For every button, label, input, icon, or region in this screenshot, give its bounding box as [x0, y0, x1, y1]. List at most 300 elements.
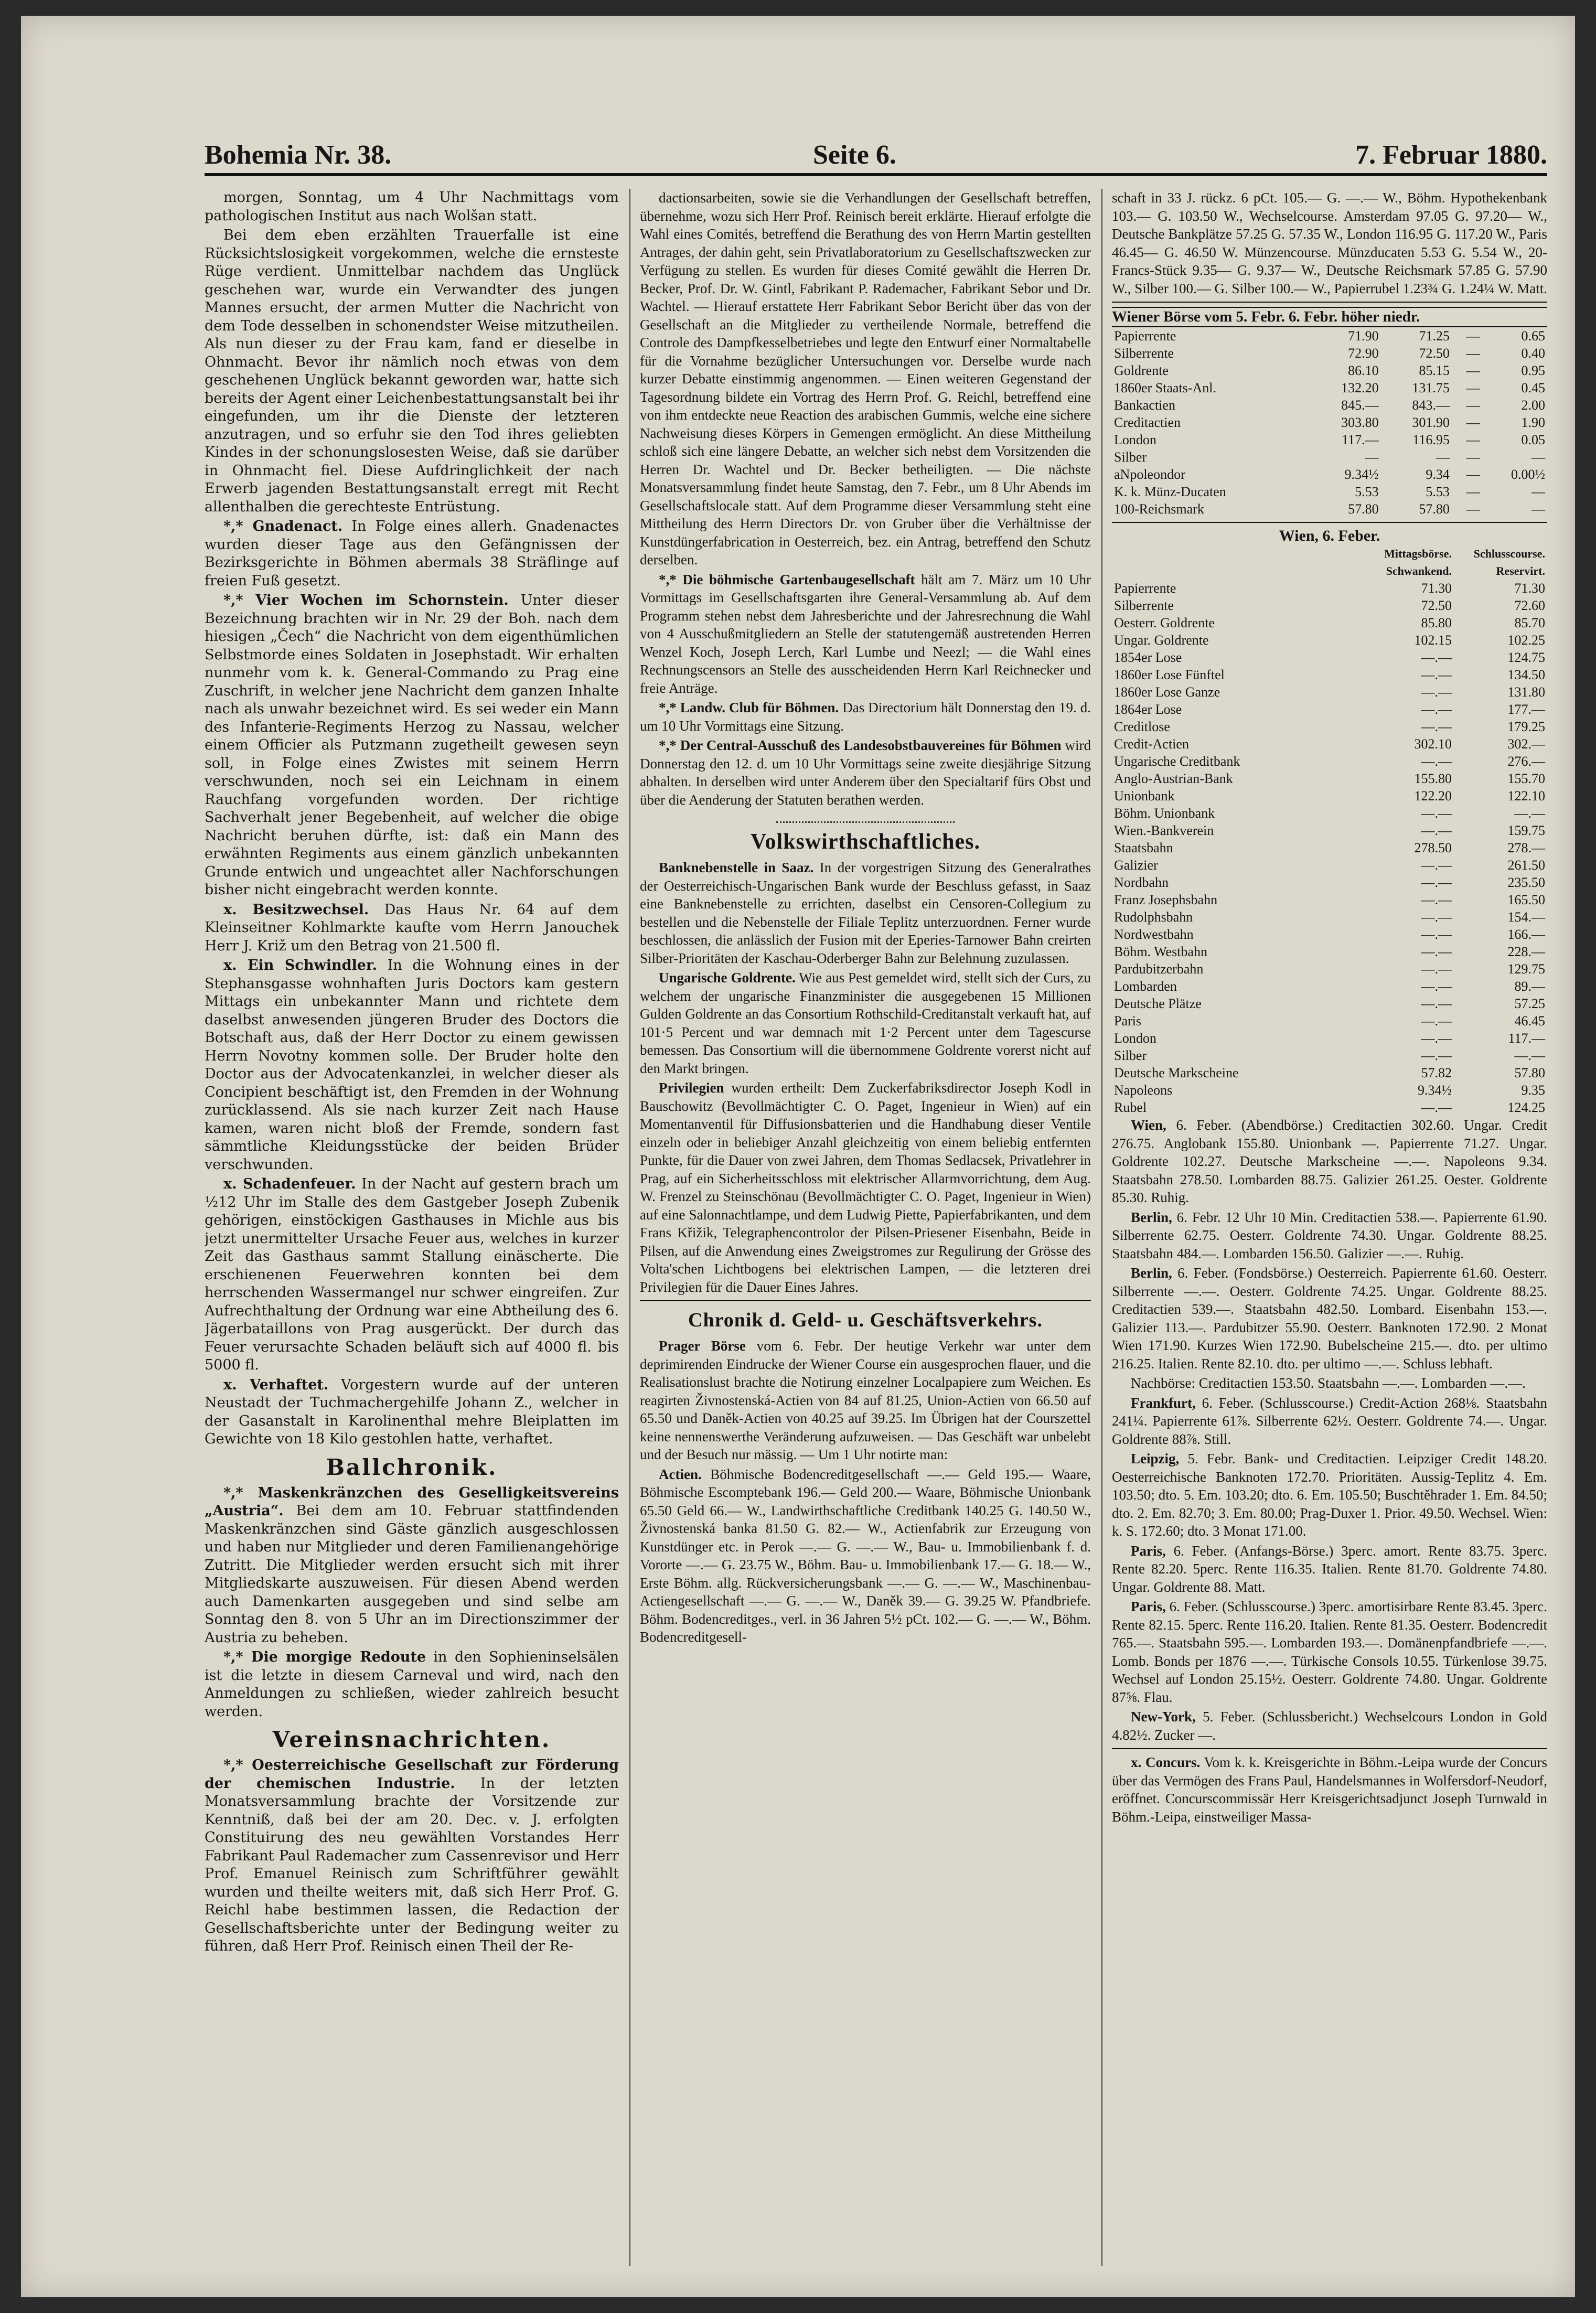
quote-name: Böhm. Unionbank — [1114, 806, 1215, 821]
quote-value: 302.10 — [1414, 736, 1452, 752]
quote-value: 155.80 — [1414, 771, 1452, 786]
article-paragraph — [205, 901, 619, 956]
article-lead: x. Besitzwechsel. — [223, 901, 369, 918]
column-divider — [1101, 189, 1102, 2266]
column-3 — [1112, 189, 1547, 2266]
article-text: 6. Feber. (Schlusscourse.) Credit-Action 268⅛. Staatsbahn 241¼. Papierrente 61⅞. Silberrente 62½. Oesterr. Goldrente 74.—. Ungar. Goldrente 88⅞. Still. — [1112, 1395, 1547, 1447]
article-paragraph — [1112, 1708, 1547, 1744]
quote-name: Ungarische Creditbank — [1114, 754, 1240, 769]
quote-value: 85.80 — [1421, 615, 1452, 630]
article-text: Wie aus Pest gemeldet wird, stellt sich der Curs, zu welchem der ungarische Finanzminister die ausgegebenen 15 Millionen Gulden Goldrente an das Consortium Rothschild-Creditanstalt verkauft hat, auf 101·5 Percent und war demnach mit 1·2 Percent unter dem Tagescurse bemessen. Das Consortium will die übernommene Goldrente vorerst nicht auf den Markt bringen. — [640, 970, 1091, 1076]
quote-name: Creditlose — [1114, 719, 1170, 734]
header-rule — [205, 173, 1547, 176]
article-paragraph — [640, 699, 1091, 735]
quote-row — [1112, 735, 1547, 753]
quote-row — [1112, 580, 1547, 597]
quote-row — [1112, 614, 1547, 631]
money-market-news — [640, 1337, 1091, 1646]
quote-value: 154.— — [1507, 909, 1545, 925]
quote-value: 278.— — [1507, 840, 1545, 855]
article-paragraph — [1112, 1374, 1547, 1393]
article-lead: x. Schadenfeuer. — [223, 1176, 356, 1192]
quote-name: 1854er Lose — [1114, 650, 1182, 665]
quote-value: — — [1531, 449, 1545, 465]
quote-value: — — [1531, 501, 1545, 517]
quote-row — [1112, 666, 1547, 683]
quote-name: Creditactien — [1114, 414, 1181, 430]
quote-value: 134.50 — [1507, 667, 1545, 682]
column-divider — [629, 189, 630, 2266]
concurs-notice: x. Concurs. Vom k. k. Kreisgerichte in Böhm.-Leipa wurde der Concurs über das Vermögen des Frans Paul, Handelsmannes in Wolfersdorf-Neudorf, eröffnet. Concurscommissär Herr Kreisgerichtsadjunct Joseph Turnwald in Böhm.-Leipa, einstweiliger Massa- — [1112, 1754, 1547, 1825]
quote-name: Ungar. Goldrente — [1114, 633, 1209, 648]
market-reports — [1112, 1116, 1547, 1744]
quote-value: — — [1466, 328, 1480, 344]
article-paragraph — [205, 518, 619, 590]
quote-row — [1112, 414, 1547, 431]
article-paragraph — [1112, 1208, 1547, 1263]
article-lead: *,* Vier Wochen im Schornstein. — [223, 592, 509, 608]
article-text: 5. Feber. (Schlussbericht.) Wechselcours London in Gold 4.82½. Zucker —. — [1112, 1709, 1547, 1743]
article-text: Nachbörse: Creditactien 153.50. Staatsbahn —.—. Lombarden —.—. — [1131, 1375, 1526, 1391]
quote-row — [1112, 327, 1547, 345]
quote-value: 9.34½ — [1344, 466, 1379, 482]
quote-row — [1112, 1099, 1547, 1116]
article-paragraph — [205, 189, 619, 225]
ball-news — [205, 1484, 619, 1721]
quote-row — [1112, 483, 1547, 500]
quote-name: London — [1114, 1031, 1156, 1046]
column-1 — [205, 189, 619, 2266]
quote-value: 124.25 — [1507, 1100, 1545, 1115]
quote-value: 122.20 — [1414, 788, 1452, 804]
quote-value: — — [1365, 449, 1379, 465]
quote-name: Lombarden — [1114, 979, 1177, 994]
article-paragraph — [640, 571, 1091, 698]
quote-row — [1112, 1064, 1547, 1081]
section-heading-ballchronik: Ballchronik. — [326, 1454, 498, 1480]
quote-row — [1112, 805, 1547, 822]
quote-name: 1860er Lose Ganze — [1114, 684, 1220, 700]
quote-row — [1112, 1012, 1547, 1030]
quote-value: —.— — [1514, 806, 1545, 821]
quote-name: Silberrente — [1114, 345, 1174, 361]
article-text: Unter dieser Bezeichnung brachten wir in Nr. 29 der Boh. nach dem hiesigen „Čech“ die Nachricht von dem eigenthümlichen Selbstmorde eines Soldaten in Josephstadt. Wir erhalten nunmehr vom k. k. General-Commando zu Prag eine Zuschrift, in welcher jene Nachricht dem ganzen Inhalte nach als unwahr bezeichnet wird. Es sei weder ein Mann des Infanterie-Regiments Herzog zu Nassau, welcher einem Officier als Putzmann zugetheilt gewesen seyn soll, in Folge eines Zwistes mit seinem Herrn verschwunden, noch sei ein Leichnam in einem Rauchfang vorgefunden worden. Der richtige Sachverhalt jener Begebenheit, auf welcher die obige Nachricht beruhen dürfte, ist: daß ein Mann des erwähnten Regiments aus einem gänzlich unbekannten Grunde entwich und ungeachtet aller Nachforschungen bisher nicht eingebracht werden konnte. — [205, 592, 619, 898]
quote-value: — — [1436, 449, 1450, 465]
quote-name: Deutsche Markscheine — [1114, 1065, 1239, 1080]
article-text: Böhmische Bodencreditgesellschaft —.— Geld 195.— Waare, Böhmische Escomptebank 196.— Geld 200.— Waare, Böhmische Unionbank 65.50 Geld 66.— W., Landwirthschaftliche Creditbank 140.25 G. 140.50 W., Živnostenská banka 81.50 G. 82.— W., Actienfabrik zur Erzeugung von Kunstdünger etc. in Perok —.— G. —.— W., Bau- u. Immobilienbank f. d. Vororte —.— G. 23.75 W., Böhm. Bau- u. Immobilienbank 17.— G. 18.— W., Erste Böhm. allg. Rückversicherungsbank —.— G. —.— W., Maschinenbau-Actiengesellschaft —.— G. —.— W., Daněk 39.— G. 39.25 W. Pfandbriefe. Böhm. Bodencreditges., verl. in 36 Jahren 5½ pCt. 102.— G. —.— W., Böhm. Bodencreditgesell- — [640, 1466, 1091, 1645]
quote-value: 0.45 — [1521, 380, 1545, 395]
quote-row — [1112, 874, 1547, 891]
quote-value: —.— — [1421, 684, 1452, 700]
article-text: Bei dem am 10. Februar stattfindenden Maskenkränzchen sind Gäste gänzlich ausgeschlossen und haben nur Mitglieder und deren Familienangehörige Zutritt. Die Mitglieder werden ersucht sich mit ihrer Mitgliedskarte auszuweisen. Für diesen Abend werden auch Damenkarten ausgegeben und sind selbe am Sonntag den 8. von 5 Uhr an im Directionszimmer der Austria zu beheben. — [205, 1503, 619, 1646]
article-paragraph — [640, 859, 1091, 967]
quote-name: Rubel — [1114, 1100, 1147, 1115]
quote-name: London — [1114, 432, 1156, 447]
quote-value: 86.10 — [1348, 362, 1379, 378]
quote-name: Wien.-Bankverein — [1114, 823, 1214, 838]
quote-value: — — [1466, 432, 1480, 447]
section-rule — [1112, 302, 1547, 303]
quote-value: 72.90 — [1348, 345, 1379, 361]
quote-name: 1860er Lose Fünftel — [1114, 667, 1225, 682]
quote-name: Deutsche Plätze — [1114, 996, 1202, 1011]
article-lead: *,* Landw. Club für Böhmen. — [659, 700, 839, 715]
quote-value: —.— — [1421, 944, 1452, 959]
quote-value: 177.— — [1507, 702, 1545, 717]
article-lead: x. Verhaftet. — [223, 1376, 329, 1393]
article-paragraph — [205, 1175, 619, 1375]
article-lead: Paris, — [1131, 1543, 1166, 1559]
wiener-boerse-table — [1112, 327, 1547, 518]
article-lead: *,* Gnadenact. — [223, 518, 343, 534]
article-paragraph — [1112, 1394, 1547, 1449]
section-heading-vereinsnachrichten: Vereinsnachrichten. — [272, 1727, 551, 1752]
quote-name: Nordwestbahn — [1114, 927, 1194, 942]
quote-row — [1112, 649, 1547, 666]
quote-value: 129.75 — [1507, 961, 1545, 977]
quote-value: 278.50 — [1414, 840, 1452, 855]
article-text: morgen, Sonntag, um 4 Uhr Nachmittags vom pathologischen Institut aus nach Wolšan statt. — [205, 189, 619, 224]
quote-name: Unionbank — [1114, 788, 1175, 804]
quote-value: 9.34 — [1426, 466, 1450, 482]
quote-name: Silberrente — [1114, 598, 1174, 613]
article-paragraph — [205, 1757, 619, 1956]
quote-value: —.— — [1421, 650, 1452, 665]
quote-row — [1112, 839, 1547, 856]
quote-value: —.— — [1421, 1100, 1452, 1115]
article-text: wird Donnerstag den 12. d. um 10 Uhr Vormittags seine zweite diesjährige Sitzung abhalten. In derselben wird unter Anderem über den Specialtarif fürs Obst und über die Aenderung der Statuten berathen werden. — [640, 737, 1091, 808]
article-text: vom 6. Febr. Der heutige Verkehr war unter dem deprimirenden Eindrucke der Wiener Course ein ausgesprochen flauer, und die Realisationslust brachte die Notirung einzelner Localpapiere zum Weichen. Es reagirten Živnostenská-Actien von 84 auf 81.25, Union-Actien von 66.50 auf 65.50 und Daněk-Actien von 40.25 auf 39.25. Im Übrigen hat der Courszettel keine nennenswerthe Veränderung aufzuweisen. — Das Geschäft war unbelebt und der Besuch nur mässig. — Um 1 Uhr notirte man: — [640, 1338, 1091, 1462]
quote-row — [1112, 631, 1547, 649]
quote-row — [1112, 908, 1547, 926]
article-lead: Paris, — [1131, 1599, 1166, 1614]
article-paragraph — [205, 227, 619, 516]
quote-value: 0.65 — [1521, 328, 1545, 344]
quote-row — [1112, 448, 1547, 466]
quote-value: 89.— — [1514, 979, 1545, 994]
quote-name: 100-Reichsmark — [1114, 501, 1204, 517]
article-lead: *,* Die böhmische Gartenbaugesellschaft — [659, 571, 915, 587]
quote-value: — — [1466, 345, 1480, 361]
article-lead: Leipzig, — [1131, 1451, 1180, 1466]
quote-value: 85.70 — [1514, 615, 1545, 630]
quote-value: 57.25 — [1514, 996, 1545, 1011]
page-number: Seite 6. — [813, 140, 896, 170]
quote-name: 1860er Staats-Anl. — [1114, 380, 1216, 395]
quote-row — [1112, 466, 1547, 483]
quote-name: Franz Josephsbahn — [1114, 892, 1218, 907]
article-paragraph — [205, 592, 619, 899]
article-lead: *,* Der Central-Ausschuß des Landesobstbauvereines für Böhmen — [659, 737, 1062, 753]
article-paragraph — [640, 736, 1091, 809]
section-rule — [640, 1300, 1091, 1301]
quote-value: 57.80 — [1419, 501, 1450, 517]
quote-name: Rudolphsbahn — [1114, 909, 1193, 925]
quote-row — [1112, 856, 1547, 874]
article-text: hält am 7. März um 10 Uhr Vormittags im Gesellschaftsgarten ihre General-Versammlung ab. Auf dem Programm stehen nebst dem Jahresberichte und der Jahresrechnung die Wahl von 4 Ausschußmitgliedern an Stelle der statutengemäß austretenden Herren Wenzel Koch, Joseph Lerch, Karl Lumbe und Neezl; — die Wahl eines Rechnungscensors an Stelle des ausscheidenden Herrn Karl Reichnecker und freie Anträge. — [640, 571, 1091, 696]
quote-row — [1112, 362, 1547, 379]
issue-date: 7. Februar 1880. — [1355, 140, 1547, 170]
quote-value: 261.50 — [1507, 858, 1545, 873]
quote-value: 124.75 — [1507, 650, 1545, 665]
quote-value: 46.45 — [1514, 1013, 1545, 1029]
quote-value: —.— — [1421, 996, 1452, 1011]
quote-value: 131.80 — [1507, 684, 1545, 700]
article-paragraph — [205, 1484, 619, 1647]
quote-value: 9.34½ — [1418, 1083, 1452, 1098]
article-lead: Frankfurt, — [1131, 1395, 1196, 1411]
quote-name: aNpoleondor — [1114, 466, 1185, 482]
quote-value: 0.05 — [1521, 432, 1545, 447]
article-paragraph — [1112, 1542, 1547, 1597]
article-lead: Privilegien — [659, 1080, 724, 1096]
section-rule — [1112, 1748, 1547, 1749]
article-text: Vorgestern wurde auf der unteren Neustadt der Tuchmachergehilfe Johann Z., welcher in der Gasanstalt in Karolinenthal mehre Bleiplatten im Gewichte von 18 Kilo gestohlen hatte, verhaftet. — [205, 1376, 619, 1447]
quote-row — [1112, 926, 1547, 943]
quote-row — [1112, 822, 1547, 839]
quote-value: —.— — [1421, 858, 1452, 873]
article-paragraph — [205, 1648, 619, 1721]
quote-value: —.— — [1421, 961, 1452, 977]
quote-name: Staatsbahn — [1114, 840, 1173, 855]
newspaper-page — [21, 16, 1575, 2297]
article-text: 6. Feber. (Fondsbörse.) Oesterreich. Papierrente 61.60. Oesterr. Silberrente —.—. Oesterr. Goldrente 74.25. Ungar. Goldrente 88.25. Creditactien 539.—. Staatsbahn 482.50. Lombard. Eisenbahn 153.—. Galizier 113.—. Pardubitzer 55.90. Oesterr. Banknoten 172.90. 2 Monat Wien 171.90. Kurzes Wien 172.90. Bubelscheine 215.—. dto. per ultimo 216.25. Italien. Rente 82.10. dto. per ultimo —.—. Schluss lebhaft. — [1112, 1265, 1547, 1372]
quote-value: 57.80 — [1348, 501, 1379, 517]
article-lead: Prager Börse — [659, 1338, 746, 1354]
quote-value: 235.50 — [1507, 875, 1545, 890]
quote-name: Credit-Actien — [1114, 736, 1189, 752]
article-text: 6. Feber. (Abendbörse.) Creditactien 302.60. Ungar. Credit 276.75. Anglobank 155.80. Unionbank —. Papierrente 71.27. Ungar. Goldrente 102.27. Deutsche Markscheine —.—. Napoleons 9.34. Staatsbahn 278.50. Lombarden 88.75. Galizier 261.25. Oester. Goldrente 85.30. Ruhig. — [1112, 1117, 1547, 1205]
quote-value: —.— — [1421, 1031, 1452, 1046]
wien-title: Wien, 6. Feber. — [1279, 527, 1380, 544]
quote-value: 179.25 — [1507, 719, 1545, 734]
quote-value: 1.90 — [1521, 414, 1545, 430]
quote-value: —.— — [1421, 823, 1452, 838]
col-schlusscourse: Schlusscourse. Reservirt. — [1473, 547, 1545, 577]
article-paragraph — [1112, 1450, 1547, 1540]
quote-value: 72.50 — [1419, 345, 1450, 361]
quote-name: Goldrente — [1114, 362, 1169, 378]
quote-row — [1112, 683, 1547, 701]
club-news — [205, 1757, 619, 1956]
article-lead: Berlin, — [1131, 1209, 1172, 1225]
quote-row — [1112, 345, 1547, 362]
quote-value: 845.— — [1341, 397, 1379, 413]
quote-value: 159.75 — [1507, 823, 1545, 838]
section-heading-volkswirthschaftliches: Volkswirthschaftliches. — [751, 830, 980, 854]
quote-value: 122.10 — [1507, 788, 1545, 804]
article-text: In die Wohnung eines in der Stephansgasse wohnhaften Juris Doctors kam gestern Mittags ein unbekannter Mann und richtete dem daselbst anwesenden jüngeren Bruder des Doctors die Botschaft aus, daß der Herr Doctor zu einem gewissen Herrn Novotny kommen solle. Der Bruder holte den Doctor aus der Advocatenkanzlei, in welcher dieser als Concipient beschäftigt ist, den Fremden in der Wohnung zurücklassend. Als sie nach kurzer Zeit nach Hause kamen, waren nicht bloß der Fremde, sondern fast sämmtliche Kleidungsstücke der beiden Brüder verschwunden. — [205, 957, 619, 1173]
quote-value: — — [1466, 466, 1480, 482]
quote-name: Böhm. Westbahn — [1114, 944, 1207, 959]
quote-value: 155.70 — [1507, 771, 1545, 786]
quote-value: —.— — [1421, 927, 1452, 942]
quote-row — [1112, 500, 1547, 518]
quote-value: —.— — [1421, 806, 1452, 821]
quote-value: 301.90 — [1412, 414, 1450, 430]
quote-value: —.— — [1421, 979, 1452, 994]
quote-value: 116.95 — [1412, 432, 1450, 447]
quote-value: 843.— — [1412, 397, 1450, 413]
article-text: 6. Feber. (Anfangs-Börse.) 3perc. amort. Rente 83.75. 3perc. Rente 82.20. 5perc. Rente 116.35. Italien. Rente 81.70. Goldrente 74.80. Ungar. Goldrente 88. Matt. — [1112, 1543, 1547, 1595]
quote-value: — — [1531, 484, 1545, 499]
quote-value: 117.— — [1342, 432, 1379, 447]
quote-value: 302.— — [1507, 736, 1545, 752]
quote-name: Galizier — [1114, 858, 1158, 873]
quote-row — [1112, 770, 1547, 787]
quote-name: Napoleons — [1114, 1083, 1173, 1098]
local-news — [205, 189, 619, 1449]
quote-value: —.— — [1421, 719, 1452, 734]
quote-row — [1112, 787, 1547, 805]
quote-value: 57.82 — [1421, 1065, 1452, 1080]
quote-value: 165.50 — [1507, 892, 1545, 907]
quote-value: —.— — [1421, 702, 1452, 717]
section-rule — [1112, 522, 1547, 523]
quote-value: —.— — [1421, 1048, 1452, 1063]
quote-name: Nordbahn — [1114, 875, 1169, 890]
wien-table — [1112, 545, 1547, 1116]
quote-value: 132.20 — [1341, 380, 1379, 395]
quote-name: Paris — [1114, 1013, 1141, 1029]
article-text: wurden ertheilt: Dem Zuckerfabriksdirector Joseph Kodl in Bauschowitz (Bevollmächtigter C. O. Paget, Ingenieur in Wien) auf ein Momentanventil für Diffusionsbatterien und die Handhabung dieser Ventile einzeln oder in beliebiger Anzahl gleichzeitig von einem beliebig entfernten Punkte, für die Dauer von zwei Jahren, dem Thomas Sedlacsek, Privatlehrer in Prag, auf ein Sicherheitsschloss mit elektrischer Allarmvorrichtung, dem Aug. W. Frenzel zu Steinschönau (Bevollmächtigter C. O. Paget, Ingenieur in Wien) auf eine Salonnachtlampe, und dem Ludwig Piette, Papierfabrikanten, und dem Frans Křižik, Telegraphencontrolor der Pilsen-Priesener Eisenbahn, Beide in Pilsen, auf die Anwendung eines Zweigstromes zur Regulirung der Grösse des Volta'schen Lichtbogens bei elektrischen Lampen, — die letzteren drei Privilegien für die Dauer Eines Jahres. — [640, 1080, 1091, 1295]
article-paragraph — [1112, 1116, 1547, 1207]
quote-row — [1112, 1030, 1547, 1047]
quote-name: Anglo-Austrian-Bank — [1114, 771, 1233, 786]
exchange-quotes-cont: schaft in 33 J. rückz. 6 pCt. 105.— G. —.— W., Böhm. Hypothekenbank 103.— G. 103.50 W., Wechselcourse. Amsterdam 97.05 G. 97.20— W., Deutsche Bankplätze 57.25 G. 57.35 W., London 116.95 G. 117.20 W., Paris 46.45— G. 46.50 W. Münzencourse. Münzducaten 5.53 G. 5.54 W., 20-Francs-Stück 9.35— G. 9.37— W., Deutsche Reichsmark 57.85 G. 57.90 W., Silber 100.— G. Silber 100.— W., Papierrubel 1.23¾ G. 1.24¼ W. Matt. — [1112, 190, 1547, 296]
article-paragraph — [205, 957, 619, 1174]
article-paragraph — [640, 1337, 1091, 1464]
article-paragraph — [640, 1465, 1091, 1646]
quote-row — [1112, 753, 1547, 770]
quote-value: 2.00 — [1521, 397, 1545, 413]
article-lead: Wien, — [1131, 1117, 1166, 1133]
quote-row — [1112, 701, 1547, 718]
quote-row — [1112, 943, 1547, 960]
article-paragraph — [1112, 1598, 1547, 1706]
article-text: In der letzten Monatsversammlung brachte der Vorsitzende zur Kenntniß, daß bei der am 20. Dec. v. J. erfolgten Constituirung des neu gewählten Vorstandes Herr Fabrikant Paul Rademacher zum Cassenrevisor und Herr Prof. Emanuel Reinisch zum Schriftführer gewählt wurden und theilte weiters mit, daß sich Herr Prof. G. Reichl habe bestimmen lassen, die Redaction der Gesellschaftsberichte unter der Bedingung weiter zu führen, daß Herr Prof. Reinisch einen Theil der Re- — [205, 1775, 619, 1954]
quote-value: —.— — [1421, 667, 1452, 682]
article-paragraph — [640, 969, 1091, 1077]
quote-row — [1112, 1047, 1547, 1064]
quote-value: 0.00½ — [1511, 466, 1545, 482]
quote-name: Papierrente — [1114, 328, 1176, 344]
quote-value: 102.15 — [1414, 633, 1452, 648]
article-text: In der Nacht auf gestern brach um ½12 Uhr im Stalle des dem Gastgeber Joseph Zubenik gehörigen, einstöckigen Gasthauses in Michle aus bis jetzt unermittelter Ursache Feuer aus, welches in kurzer Zeit das Gasthaus sammt Stallung einäscherte. Die erschienenen Feuerwehren konnten bei dem herrschenden Wassermangel nur schwer eingreifen. Zur Aufrechthaltung der Ordnung war eine Abtheilung des 6. Jägerbataillons von Prag ausgerückt. Der durch das Feuer verursachte Schaden beläuft sich auf 4000 fl. bis 5000 fl. — [205, 1176, 619, 1373]
quote-value: —.— — [1421, 892, 1452, 907]
quote-value: —.— — [1421, 909, 1452, 925]
article-lead: *,* Maskenkränzchen des Geselligkeitsvereins „Austria“. — [205, 1484, 619, 1519]
quote-name: Silber — [1114, 449, 1147, 465]
article-text: dactionsarbeiten, sowie sie die Verhandlungen der Gesellschaft betreffen, übernehme, wozu sich Herr Prof. Reinisch bereit erklärte. Hierauf erfolgte die Wahl eines Comités, betreffend die Berathung des von Herrn Martin gestellten Antrages, der dahin geht, sein Privatlaboratorium zu Gesellschaftszwecken zur Verfügung zu stellen. Es wurden für dieses Comité gewählt die Herren Dr. Becker, Prof. Dr. W. Gintl, Fabrikant P. Rademacher, Fabrikant Sebor und Dr. Wachtel. — Hierauf erstattete Herr Fabrikant Sebor Bericht über das von der Gesellschaft an die Mitglieder zu vertheilende Normale, betreffend die Controle des Dampfkesselbetriebes und legte den Entwurf einer Normaltabelle für die Vornahme bezüglicher Untersuchungen vor. Derselbe wurde nach kurzer Debatte einstimmig angenommen. — Einen weiteren Gegenstand der Tagesordnung bildete ein Vortrag des Herrn Prof. G. Reichl, betreffend eine von ihm entdeckte neue Reaction des arabischen Gummis, welche eine sichere Nachweisung dieses Körpers in Gemengen ermöglicht. An diese Mittheilung schloß sich eine längere Debatte, an welcher sich nebst dem Vorsitzenden die Herren Dr. Wachtel und Dr. Becker betheiligten. — Die nächste Monatsversammlung findet heute Samstag, den 7. Febr., um 8 Uhr Abends im Gesellschaftslocale statt. Auf dem Programme dieser Versammlung steht eine Mittheilung des Herrn Directors Dr. von Gruber über die Verhältnisse der Kunstdüngerfabrication in Oesterreich, bez. ein Antrag, betreffend den Schutz derselben. — [640, 190, 1091, 567]
article-paragraph — [640, 189, 1091, 569]
article-lead: *,* Die morgige Redoute — [223, 1649, 426, 1665]
quote-name: Papierrente — [1114, 581, 1176, 596]
article-text: In Folge eines allerh. Gnadenactes wurden dieser Tage aus den Gefängnissen der Bezirksgerichte in Böhmen abermals 38 Sträflinge auf freien Fuß gesetzt. — [205, 518, 619, 589]
quote-value: —.— — [1421, 875, 1452, 890]
wiener-boerse-title: Wiener Börse vom 5. Febr. 6. Febr. höher niedr. — [1112, 307, 1547, 327]
article-paragraph — [640, 1079, 1091, 1296]
quote-value: 0.40 — [1521, 345, 1545, 361]
quote-row — [1112, 960, 1547, 978]
quote-value: 5.53 — [1355, 484, 1379, 499]
quote-value: —.— — [1421, 754, 1452, 769]
quote-name: Silber — [1114, 1048, 1147, 1063]
quote-value: — — [1466, 380, 1480, 395]
article-text: In der vorgestrigen Sitzung des Generalrathes der Oesterreichisch-Ungarischen Bank wurde der Beschluss gefasst, in Saaz eine Banknebenstelle zu errichten, daselbst ein Censoren-Collegium zu bestellen und die Nebenstelle der Filiale Teplitz unterzuordnen. Ferner wurde beschlossen, die anlässlich der Fusion mit der Eperies-Tarnower Bahn creirten Silber-Prioritäten der Kaschau-Oderberger Bahn zur Belehnung zuzulassen. — [640, 860, 1091, 966]
quote-value: — — [1466, 362, 1480, 378]
quote-row — [1112, 718, 1547, 735]
article-lead: Actien. — [659, 1466, 702, 1482]
article-lead: Berlin, — [1131, 1265, 1172, 1281]
quote-value: 303.80 — [1341, 414, 1379, 430]
column-2 — [640, 189, 1091, 2266]
quote-value: 5.53 — [1426, 484, 1450, 499]
quote-value: 0.95 — [1521, 362, 1545, 378]
quote-name: K. k. Münz-Ducaten — [1114, 484, 1226, 499]
col-mittagsboerse: Mittagsbörse. Schwankend. — [1384, 547, 1452, 577]
quote-value: — — [1466, 397, 1480, 413]
article-text: 6. Febr. 12 Uhr 10 Min. Creditactien 538.—. Papierrente 61.90. Silberrente 62.75. Oesterr. Goldrente 74.30. Ungar. Goldrente 88.25. Staatsbahn 484.—. Lombarden 156.50. Galizier —.—. Ruhig. — [1112, 1209, 1547, 1261]
quote-row — [1112, 431, 1547, 448]
quote-value: — — [1466, 449, 1480, 465]
quote-value: — — [1466, 484, 1480, 499]
quote-value: 71.25 — [1419, 328, 1450, 344]
quote-value: 117.— — [1508, 1031, 1545, 1046]
page-header — [205, 123, 1547, 170]
article-lead: Ungarische Goldrente. — [659, 970, 796, 986]
quote-row — [1112, 397, 1547, 414]
article-text: Bei dem eben erzählten Trauerfalle ist eine Rücksichtslosigkeit vorgekommen, welche die ernsteste Rüge verdient. Unmittelbar nachdem das Unglück geschehen war, wurde ein Verwandter des jungen Mannes ersucht, der armen Mutter die Nachricht von dem Tode desselben in schonendster Weise mitzutheilen. Als nun dieser zu der Frau kam, fand er dieselbe in Ohnmacht. Bevor ihr nämlich noch etwas von dem geschehenen Unglück bekannt geworden war, hatte sich bereits der Agent einer Leichenbestattungsanstalt bei ihr eingefunden, um ihr die Dienste der letzteren anzutragen, und so erfuhr sie den Tod ihres geliebten Kindes in der schonungslosesten Weise, daß sie darüber in Ohnmacht fiel. Diese Aufdringlichkeit der nach Erwerb jagenden Bestattungsanstalt erregt mit Recht allenthalben die gerechteste Entrüstung. — [205, 227, 619, 515]
quote-row — [1112, 1081, 1547, 1099]
article-text: 6. Feber. (Schlusscourse.) 3perc. amortisirbare Rente 83.45. 3perc. Rente 82.15. 5perc. Rente 116.20. Italien. Rente 81.35. Oesterr. Bodencredit 765.—. Staatsbahn 595.—. Lombarden 193.—. Domänenpfandbriefe —.—. Lomb. Bonds per 1876 —.—. Türkische Consols 10.55. Türkenlose 39.75. Wechsel auf London 25.15½. Oesterr. Goldrente 74.80. Ungar. Goldrente 87⅝. Flau. — [1112, 1599, 1547, 1705]
masthead-issue: Bohemia Nr. 38. — [205, 140, 392, 170]
article-lead: *,* Oesterreichische Gesellschaft zur Förderung der chemischen Industrie. — [205, 1757, 619, 1792]
quote-value: 9.35 — [1521, 1083, 1545, 1098]
quote-row — [1112, 379, 1547, 397]
quote-name: Pardubitzerbahn — [1114, 961, 1204, 977]
article-lead: New-York, — [1131, 1709, 1196, 1725]
quote-value: 71.30 — [1421, 581, 1452, 596]
article-text: Das Directorium hält Donnerstag den 19. d. um 10 Uhr Vormittags eine Sitzung. — [640, 700, 1091, 734]
quote-value: — — [1466, 501, 1480, 517]
quote-value: 72.60 — [1514, 598, 1545, 613]
article-paragraph — [205, 1376, 619, 1449]
quote-value: 131.75 — [1412, 380, 1450, 395]
article-lead: Banknebenstelle in Saaz. — [659, 860, 814, 875]
economy-news — [640, 859, 1091, 1296]
section-heading-chronik: Chronik d. Geld- u. Geschäftsverkehrs. — [688, 1309, 1043, 1331]
article-text: in den Sophieninselsälen ist die letzte in diesem Carneval und wird, nach den Anmeldungen zu schließen, wieder zahlreich besucht werden. — [205, 1649, 619, 1720]
quote-name: 1864er Lose — [1114, 702, 1182, 717]
quote-row — [1112, 978, 1547, 995]
quote-value: 85.15 — [1419, 362, 1450, 378]
quote-row — [1112, 891, 1547, 908]
quote-value: 102.25 — [1507, 633, 1545, 648]
quote-value: —.— — [1421, 1013, 1452, 1029]
article-paragraph — [1112, 1264, 1547, 1373]
club-news-cont — [640, 189, 1091, 809]
quote-name: Oesterr. Goldrente — [1114, 615, 1215, 630]
quote-value: 166.— — [1507, 927, 1545, 942]
quote-value: 72.50 — [1421, 598, 1452, 613]
quote-row — [1112, 597, 1547, 614]
quote-value: 276.— — [1507, 754, 1545, 769]
article-text: Das Haus Nr. 64 auf dem Kleinseitner Kohlmarkte kaufte vom Herrn Janouchek Herr J. Križ um den Betrag von 21.500 fl. — [205, 901, 619, 954]
quote-name: Bankactien — [1114, 397, 1175, 413]
quote-value: —.— — [1514, 1048, 1545, 1063]
article-text: 5. Febr. Bank- und Creditactien. Leipziger Credit 148.20. Oesterreichische Banknoten 172.70. Prioritäten. Aussig-Teplitz 4. Em. 103.50; dto. 5. Em. 103.20; dto. 6. Em. 105.50; Buschtěhrader 1. Em. 84.50; dto. 2. Em. 82.70; 3. Em. 80.00; Prag-Duxer 1. Prior. 49.50. Wechsel. Wien: k. S. 172.60; dto. 3 Monat 171.00. — [1112, 1451, 1547, 1539]
